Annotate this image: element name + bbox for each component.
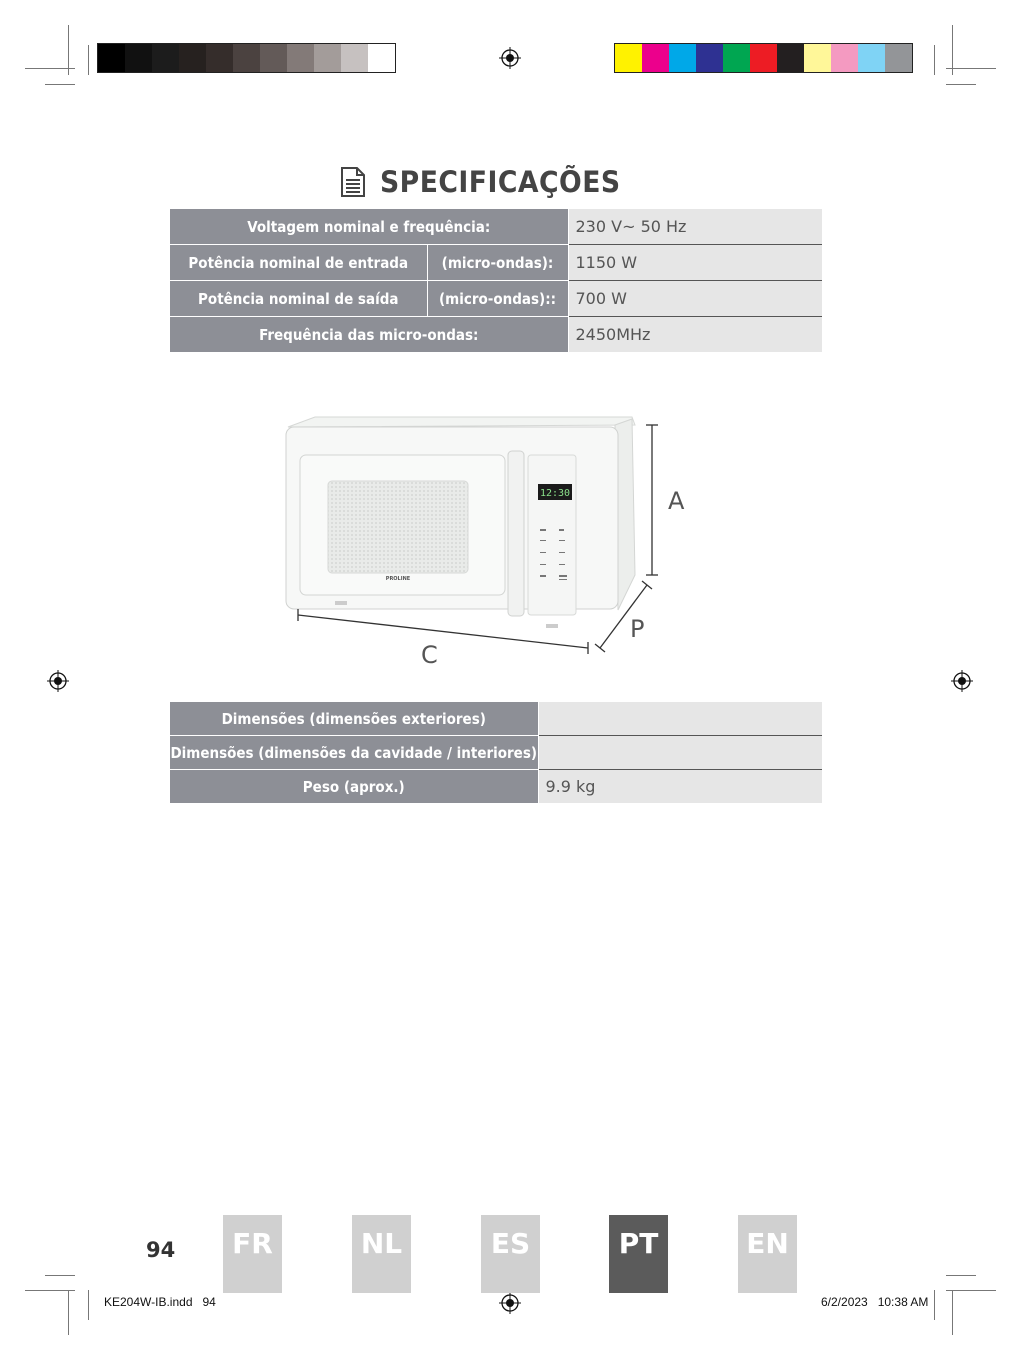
spec-sublabel: (micro-ondas): — [427, 245, 568, 281]
spec-value: 700 W — [568, 281, 822, 317]
page-title: SPECIFICAÇÕES — [380, 165, 621, 199]
color-swatch — [615, 44, 642, 72]
crop-mark — [934, 45, 935, 75]
table-row — [170, 736, 822, 770]
color-swatch — [287, 44, 314, 72]
microwave-diagram — [270, 405, 700, 675]
language-tab-es[interactable]: ES — [481, 1215, 540, 1293]
crop-mark — [946, 1275, 976, 1276]
color-swatch — [642, 44, 669, 72]
crop-mark — [45, 1275, 75, 1276]
color-swatch — [777, 44, 804, 72]
color-swatch — [669, 44, 696, 72]
table-row — [170, 702, 822, 736]
crop-mark — [934, 1290, 935, 1320]
brand-logo: PROLINE — [385, 576, 411, 582]
color-swatch — [341, 44, 368, 72]
registration-mark-icon — [499, 47, 521, 69]
crop-mark — [25, 68, 75, 69]
dimension-label: Dimensões (dimensões da cavidade / interiores) — [170, 736, 538, 770]
date-slug: 6/2/2023 10:38 AM — [821, 1295, 929, 1309]
color-swatch — [696, 44, 723, 72]
registration-mark-icon — [499, 1292, 521, 1314]
color-swatch — [885, 44, 912, 72]
color-swatch — [152, 44, 179, 72]
gray-color-bar — [97, 43, 396, 73]
color-swatch — [98, 44, 125, 72]
spec-sublabel: (micro-ondas):: — [427, 281, 568, 317]
language-tab-pt[interactable]: PT — [609, 1215, 668, 1293]
table-row — [170, 770, 822, 804]
color-swatch — [125, 44, 152, 72]
color-swatch — [723, 44, 750, 72]
dimension-label: Peso (aprox.) — [170, 770, 538, 804]
color-swatch — [179, 44, 206, 72]
crop-mark — [88, 1290, 89, 1320]
dimension-value — [538, 736, 822, 770]
table-row — [170, 317, 822, 353]
color-swatch — [260, 44, 287, 72]
dimension-label: Dimensões (dimensões exteriores) — [170, 702, 538, 736]
language-tab-fr[interactable]: FR — [223, 1215, 282, 1293]
spec-label: Frequência das micro-ondas: — [170, 317, 568, 353]
color-swatch — [831, 44, 858, 72]
color-swatch — [206, 44, 233, 72]
color-swatch — [368, 44, 395, 72]
dimensions-table — [170, 702, 822, 803]
color-swatch — [233, 44, 260, 72]
table-row — [170, 209, 822, 245]
spec-value: 1150 W — [568, 245, 822, 281]
depth-label: P — [630, 615, 645, 643]
display-readout: 12:30 — [539, 488, 571, 499]
specifications-table — [170, 209, 822, 352]
table-row — [170, 281, 822, 317]
color-swatch — [804, 44, 831, 72]
spec-label: Potência nominal de saída — [170, 281, 427, 317]
spec-label: Potência nominal de entrada — [170, 245, 427, 281]
section-title — [340, 162, 641, 202]
crop-mark — [946, 84, 976, 85]
dimension-value — [538, 702, 822, 736]
table-row — [170, 245, 822, 281]
width-label: C — [421, 641, 438, 669]
spec-value: 230 V~ 50 Hz — [568, 209, 822, 245]
language-tab-en[interactable]: EN — [738, 1215, 797, 1293]
registration-mark-icon — [47, 670, 69, 692]
crop-mark — [68, 1290, 69, 1335]
crop-mark — [952, 1290, 953, 1335]
language-tab-nl[interactable]: NL — [352, 1215, 411, 1293]
document-icon — [340, 166, 366, 198]
color-swatch — [314, 44, 341, 72]
crop-mark — [946, 1290, 996, 1291]
height-label: A — [668, 487, 685, 515]
spec-label: Voltagem nominal e frequência: — [170, 209, 568, 245]
crop-mark — [45, 84, 75, 85]
color-swatch — [858, 44, 885, 72]
dimension-value: 9.9 kg — [538, 770, 822, 804]
color-swatch — [750, 44, 777, 72]
crop-mark — [946, 68, 996, 69]
spec-value: 2450MHz — [568, 317, 822, 353]
page-number: 94 — [146, 1238, 176, 1262]
crop-mark — [25, 1290, 75, 1291]
process-color-bar — [614, 43, 913, 73]
crop-mark — [88, 45, 89, 75]
file-slug: KE204W-IB.indd 94 — [104, 1295, 216, 1309]
registration-mark-icon — [951, 670, 973, 692]
